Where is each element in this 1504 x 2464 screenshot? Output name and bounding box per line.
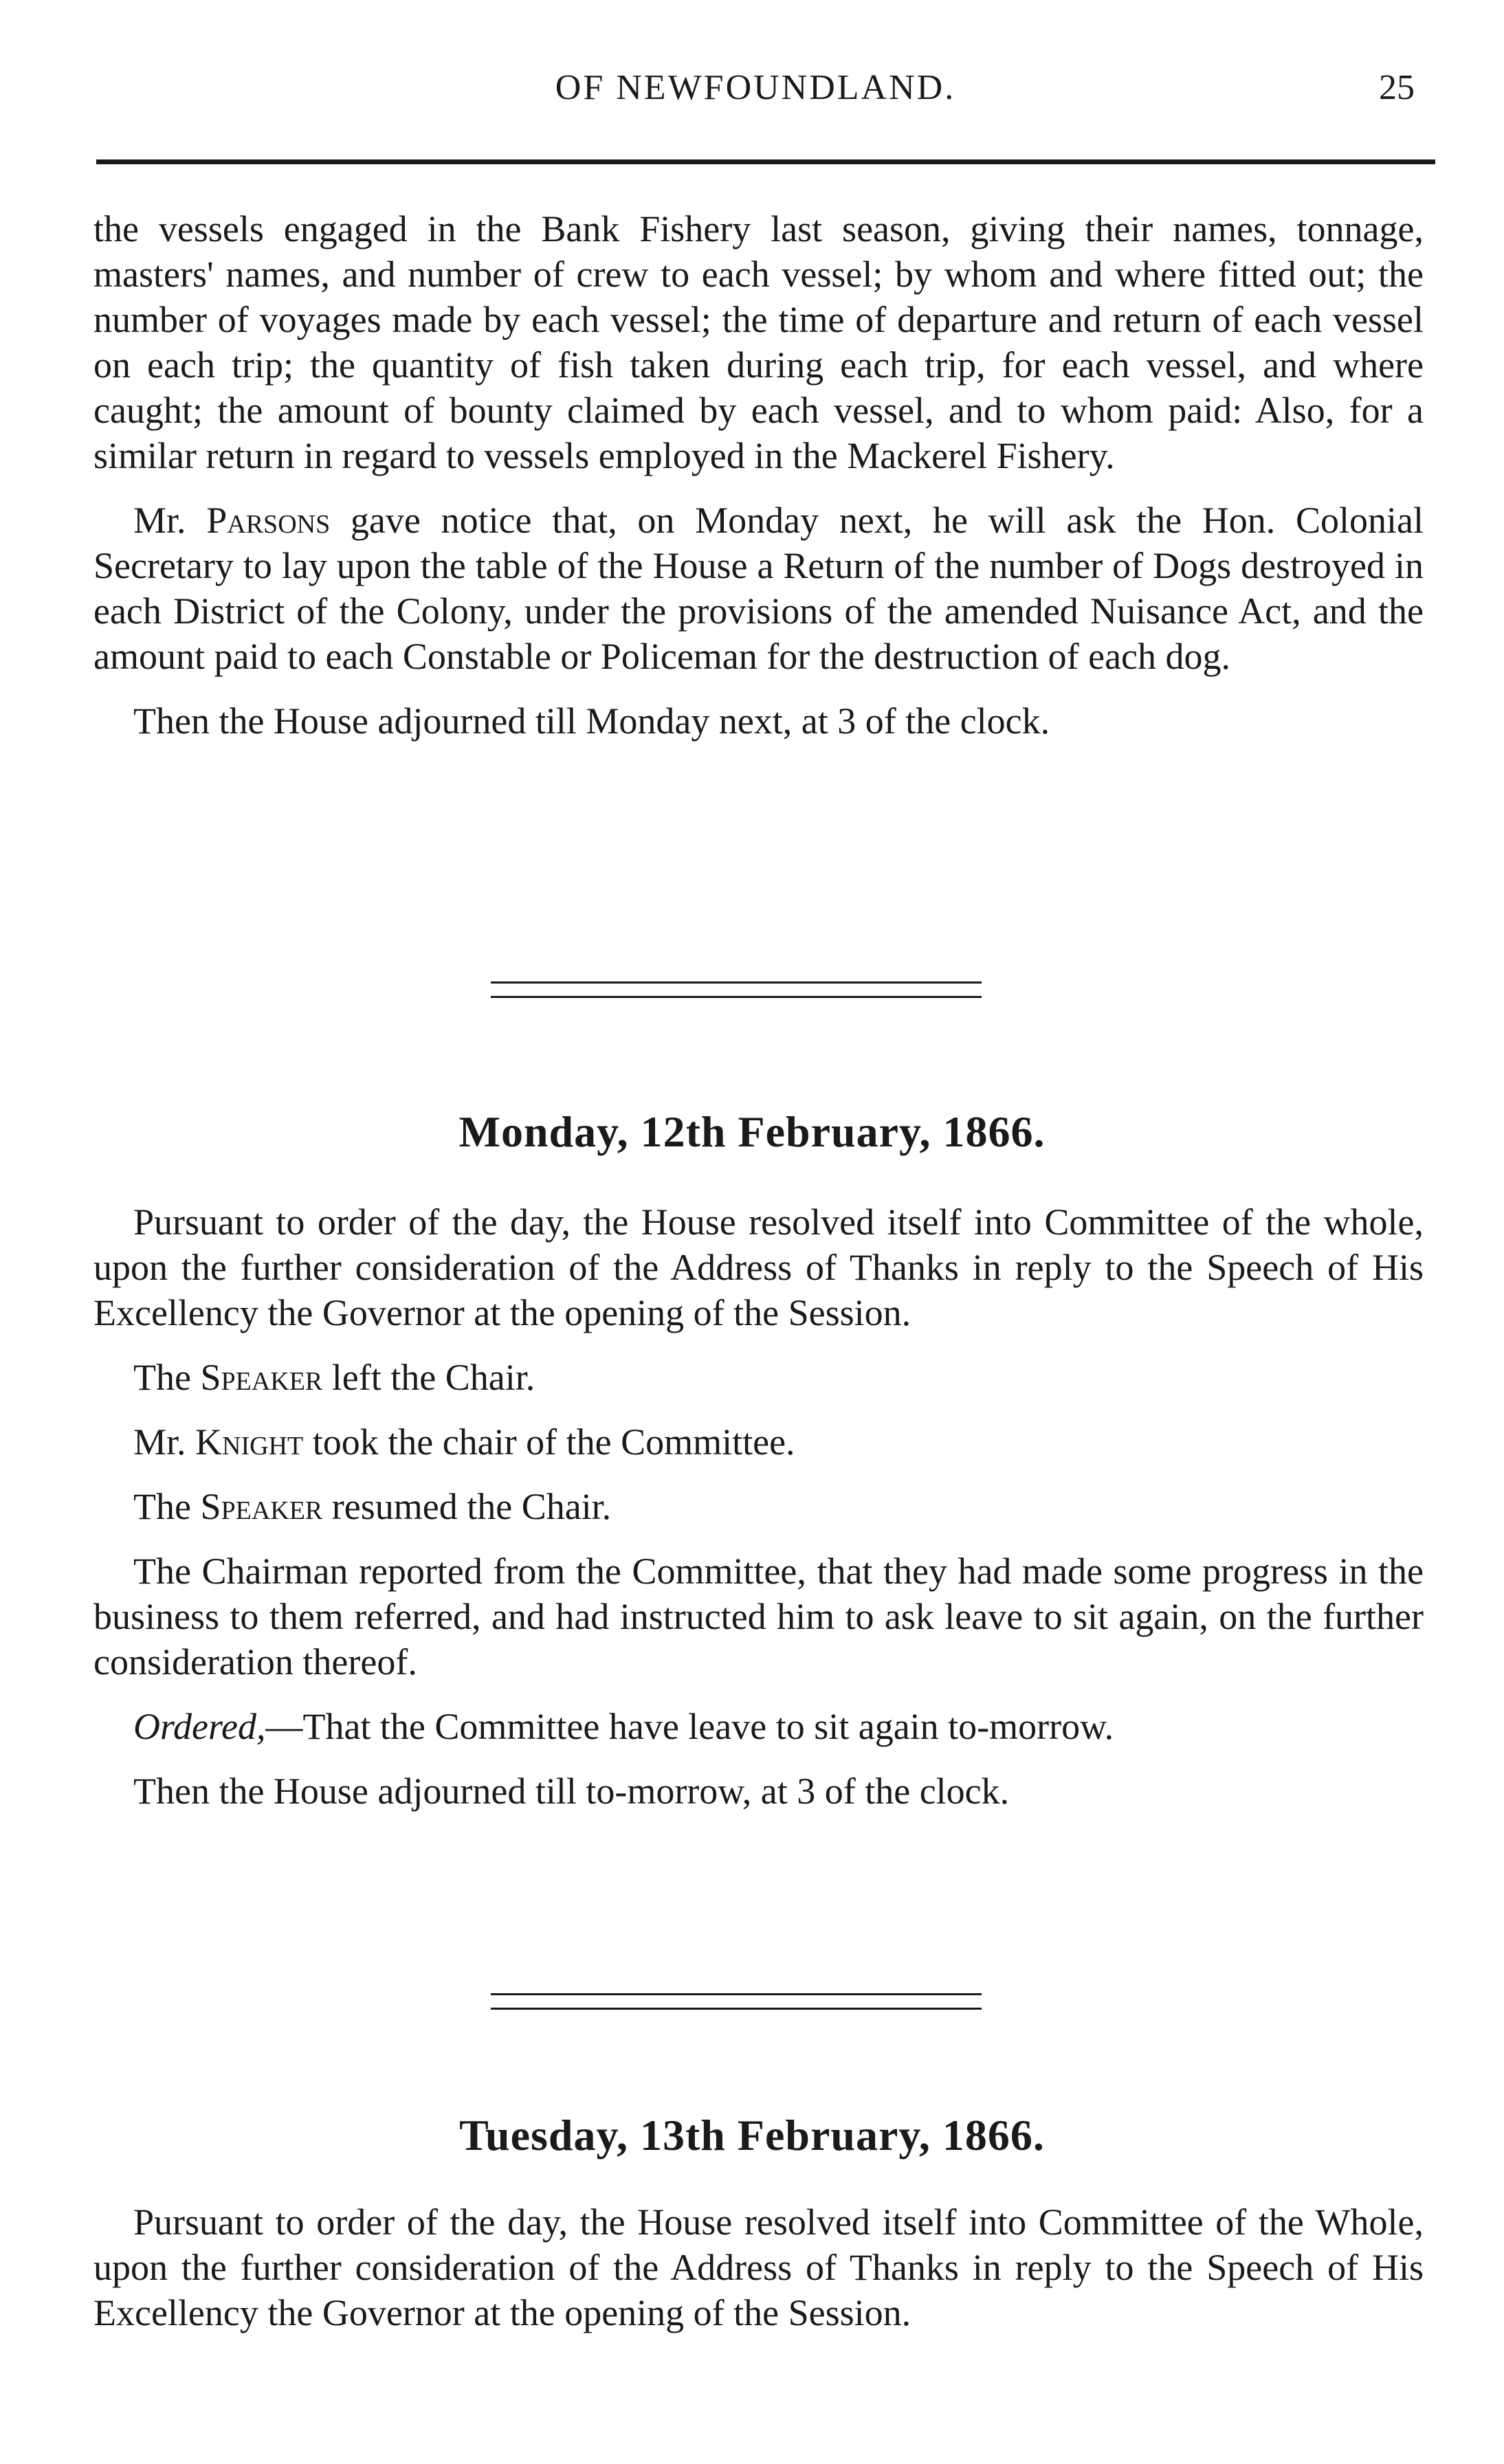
section-separator (491, 1993, 982, 2010)
speaker-left (93, 1355, 1424, 1400)
parsons-prefix: Mr. (133, 500, 207, 541)
section-continued (93, 206, 1424, 763)
knight-chair (93, 1419, 1424, 1465)
continued-paragraph: the vessels engaged in the Bank Fishery last season, giving their names, tonnage, masters' names, and number of crew to each vessel; by whom and where fitted out; the number of voyages made by each vessel; the time of departure and return of each vessel on each trip; the quantity of fish taken during each trip, for each vessel, and where caught; the amount of bounty claimed by each vessel, and to whom paid: Also, for a similar return in regard to vessels employed in the Mackerel Fishery. (93, 208, 1424, 476)
knight-text: took the chair of the Committee. (303, 1421, 795, 1463)
adjourned-tomorrow: Then the House adjourned till to-morrow, at 3 of the clock. (133, 1771, 1010, 1812)
speaker-resumed-text: resumed the Chair. (322, 1486, 612, 1527)
ordered-paragraph (93, 1704, 1424, 1749)
chairman-report: The Chairman reported from the Committee, that they had made some progress in the business to them referred, and had instructed him to ask leave to sit again, on the further consideration thereof. (93, 1551, 1424, 1683)
speaker-left-text: left the Chair. (322, 1357, 535, 1398)
date-heading-monday: Monday, 12th February, 1866. (458, 1107, 1046, 1156)
parsons-name: Parsons (206, 500, 331, 541)
section-monday (93, 1199, 1424, 1833)
speaker-left-name: Speaker (200, 1357, 323, 1398)
parsons-notice (93, 498, 1424, 679)
section-separator (491, 981, 982, 998)
speaker-resumed (93, 1484, 1424, 1529)
running-title: OF NEWFOUNDLAND. (555, 68, 956, 107)
speaker-left-prefix: The (133, 1357, 201, 1398)
knight-name: Knight (195, 1421, 304, 1463)
speaker-resumed-prefix: The (133, 1486, 201, 1527)
ordered-text: —That the Committee have leave to sit again to-morrow. (265, 1706, 1114, 1747)
adjourned-monday: Then the House adjourned till Monday next, at 3 of the clock. (133, 700, 1050, 742)
tuesday-pursuant: Pursuant to order of the day, the House resolved itself into Committee of the Whole, upon the further consideration of the Address of Thanks in reply to the Speech of His Excellency the Governor at the opening of the Session. (93, 2201, 1424, 2333)
parsons-text: gave notice that, on Monday next, he will ask the Hon. Colonial Secretary to lay upon the table of the House a Return of the number of Dogs destroyed in each District of the Colony, under the provisions of the amended Nuisance Act, and the amount paid to each Constable or Policeman for the destruction of each dog. (93, 500, 1424, 677)
page-number: 25 (1379, 68, 1415, 107)
header-rule (96, 159, 1435, 164)
section-tuesday (93, 2199, 1424, 2355)
date-heading-tuesday: Tuesday, 13th February, 1866. (459, 2111, 1045, 2160)
running-head (96, 60, 1415, 115)
speaker-resumed-name: Speaker (200, 1486, 323, 1527)
knight-prefix: Mr. (133, 1421, 196, 1463)
ordered-label: Ordered, (133, 1706, 266, 1747)
monday-pursuant: Pursuant to order of the day, the House resolved itself into Committee of the whole, upon the further consideration of the Address of Thanks in reply to the Speech of His Excellency the Governor at the opening of the Session. (93, 1201, 1424, 1333)
